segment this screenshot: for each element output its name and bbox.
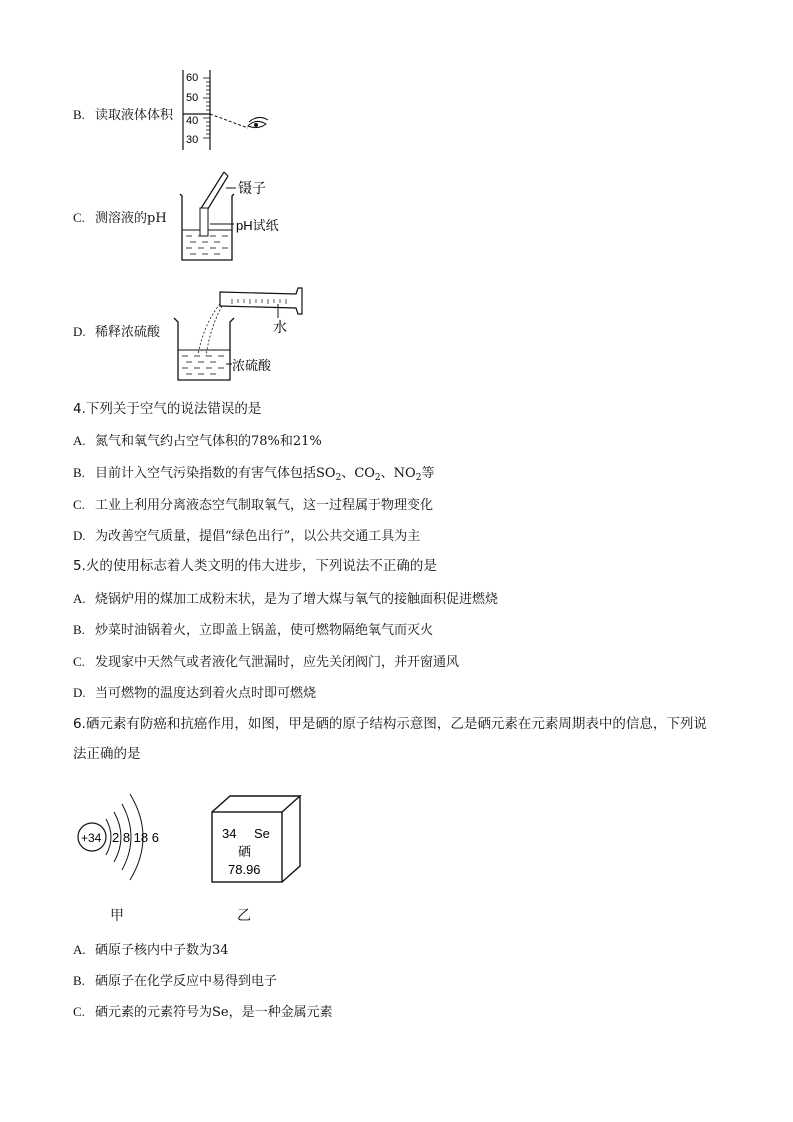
- option-text: 氮气和氧气约占空气体积的78%和21%: [95, 434, 322, 449]
- question-4-stem: 4.下列关于空气的说法错误的是: [73, 401, 262, 417]
- q5-option-d: [73, 684, 316, 703]
- tick-label-30: 30: [186, 134, 199, 146]
- q4-option-d: [73, 527, 420, 546]
- eye-icon: [248, 117, 268, 127]
- option-b-read-volume: [73, 106, 173, 125]
- option-letter: C.: [73, 654, 85, 669]
- option-letter: C.: [73, 1004, 85, 1019]
- q4-option-c: [73, 496, 433, 515]
- tweezers-icon: [200, 172, 228, 212]
- element-symbol: Se: [254, 826, 270, 841]
- option-text: 发现家中天然气或者液化气泄漏时，应先关闭阀门，并开窗通风: [95, 655, 460, 670]
- option-letter: A.: [73, 433, 86, 448]
- acid-label: 浓硫酸: [232, 358, 272, 373]
- option-text: 硒原子核内中子数为34: [95, 943, 229, 958]
- option-c-measure-ph: [73, 209, 167, 228]
- q4-option-b: [73, 464, 434, 483]
- option-d-dilute-acid: [73, 323, 160, 342]
- option-text: 当可燃物的温度达到着火点时即可燃烧: [95, 686, 317, 701]
- element-name: 硒: [238, 844, 252, 859]
- option-text: 目前计入空气污染指数的有害气体包括SO: [95, 466, 336, 481]
- option-text: 测溶液的pH: [95, 211, 167, 226]
- option-letter: A.: [73, 942, 86, 957]
- water-label: 水: [273, 319, 287, 335]
- option-letter: B.: [73, 622, 85, 637]
- option-text: 稀释浓硫酸: [95, 325, 161, 340]
- atom-caption: 甲: [110, 908, 124, 924]
- option-letter: D.: [73, 324, 86, 339]
- option-text: 工业上利用分离液态空气制取氧气，这一过程属于物理变化: [95, 498, 434, 513]
- q6-option-a: [73, 941, 229, 960]
- option-letter: D.: [73, 528, 86, 543]
- option-letter: D.: [73, 685, 86, 700]
- graduated-cylinder-figure: [176, 66, 276, 156]
- ph-paper-strip: [200, 208, 208, 236]
- subscript: 2: [335, 473, 342, 483]
- pouring-cylinder: [220, 288, 302, 314]
- option-text: 硒原子在化学反应中易得到电子: [95, 974, 278, 989]
- question-5-stem: 5.火的使用标志着人类文明的伟大进步，下列说法不正确的是: [73, 558, 437, 574]
- option-text: 为改善空气质量，提倡“绿色出行”，以公共交通工具为主: [95, 529, 421, 544]
- dilution-figure: [170, 284, 315, 384]
- q6-option-b: [73, 972, 277, 991]
- option-letter: B.: [73, 465, 85, 480]
- option-text: 、CO: [341, 466, 375, 481]
- nucleus-charge: +34: [81, 831, 102, 845]
- option-text: 炒菜时油锅着火，立即盖上锅盖，使可燃物隔绝氧气而灭火: [95, 623, 434, 638]
- q5-option-a: [73, 590, 498, 609]
- periodic-table-cell: [208, 794, 308, 886]
- option-text: 读取液体体积: [95, 108, 174, 123]
- electron-shells: 2 8 18 6: [112, 830, 159, 845]
- option-letter: B.: [73, 973, 85, 988]
- option-letter: C.: [73, 497, 85, 512]
- option-letter: A.: [73, 591, 86, 606]
- option-text: 等: [421, 466, 435, 481]
- atomic-number: 34: [222, 826, 237, 841]
- option-letter: C.: [73, 210, 85, 225]
- tick-label-40: 40: [186, 115, 199, 127]
- element-caption: 乙: [237, 908, 251, 924]
- option-text: 烧锅炉用的煤加工成粉末状，是为了增大煤与氧气的接触面积促进燃烧: [95, 592, 499, 607]
- tweezers-label: 镊子: [238, 180, 266, 196]
- subscript: 2: [415, 473, 422, 483]
- atomic-mass: 78.96: [228, 862, 261, 877]
- subscript: 2: [374, 473, 381, 483]
- ph-paper-label: pH试纸: [236, 218, 279, 233]
- selenium-atom-diagram: [76, 786, 176, 888]
- tick-label-50: 50: [186, 92, 199, 104]
- q4-option-a: [73, 432, 322, 451]
- q5-option-b: [73, 621, 433, 640]
- ph-test-figure: [176, 166, 296, 268]
- q5-option-c: [73, 653, 459, 672]
- option-text: 硒元素的元素符号为Se，是一种金属元素: [95, 1005, 333, 1020]
- option-letter: B.: [73, 107, 85, 122]
- option-text: 、NO: [380, 466, 416, 481]
- question-6-stem-line2: 法正确的是: [73, 746, 141, 762]
- question-6-stem-line1: 6.硒元素有防癌和抗癌作用，如图，甲是硒的原子结构示意图，乙是硒元素在元素周期表中的信息，下列说: [73, 716, 707, 732]
- tick-label-60: 60: [186, 72, 199, 84]
- q6-option-c: [73, 1003, 333, 1022]
